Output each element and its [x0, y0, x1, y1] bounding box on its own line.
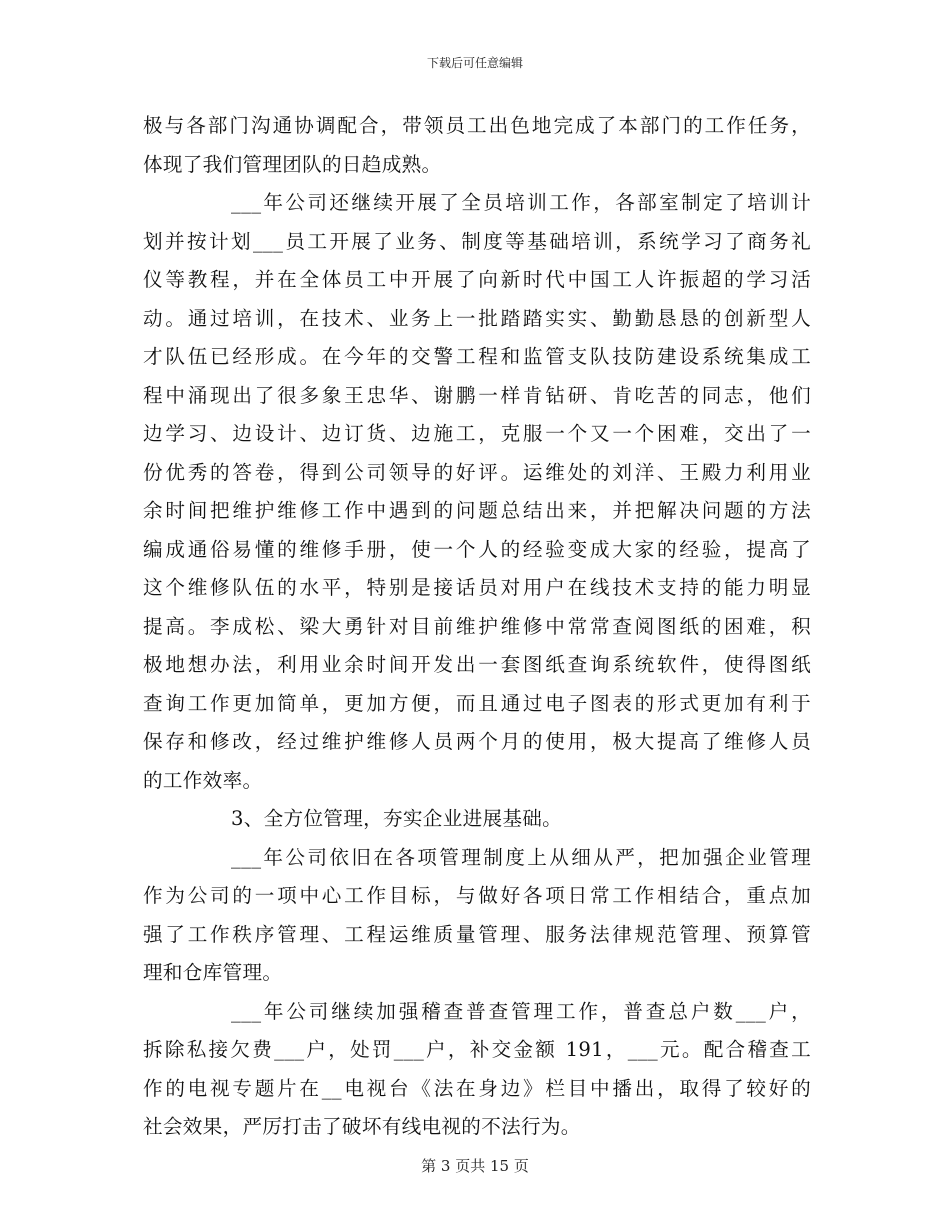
- text-line: 份优秀的答卷，得到公司领导的好评。运维处的刘洋、王殿力利用业: [143, 460, 811, 484]
- text-line: 理和仓库管理。: [143, 961, 283, 984]
- page-footer: 第 3 页共 15 页: [421, 1157, 529, 1175]
- text-line: 提高。李成松、梁大勇针对目前维护维修中常常查阅图纸的困难，积: [143, 614, 811, 638]
- text-line: 极与各部门沟通协调配合，带领员工出色地完成了本部门的工作任务，: [143, 114, 811, 137]
- text-line: 才队伍已经形成。在今年的交警工程和监管支队技防建设系统集成工: [143, 345, 811, 368]
- text-line: 程中涌现出了很多象王忠华、谢鹏一样肯钻研、肯吃苦的同志，他们: [143, 383, 811, 407]
- text-line: 这个维修队伍的水平，特别是接话员对用户在线技术支持的能力明显: [143, 576, 811, 599]
- text-line: 动。通过培训，在技术、业务上一批踏踏实实、勤勤恳恳的创新型人: [143, 306, 811, 330]
- text-line: 划并按计划___员工开展了业务、制度等基础培训，系统学习了商务礼: [143, 229, 811, 253]
- text-line: 保存和修改，经过维护维修人员两个月的使用，极大提高了维修人员: [143, 730, 811, 753]
- text-line: ___年公司依旧在各项管理制度上从细从严，把加强企业管理: [231, 845, 811, 869]
- page-header: 下载后可任意编辑: [426, 56, 523, 70]
- text-line: ___年公司还继续开展了全员培训工作，各部室制定了培训计: [231, 191, 811, 214]
- text-line: 拆除私接欠费___户，处罚___户，补交金额 191，___元。配合稽查工: [143, 1038, 811, 1061]
- text-line: ___年公司继续加强稽查普查管理工作，普查总户数___户，: [231, 999, 811, 1023]
- text-line: 3、全方位管理，夯实企业进展基础。: [231, 807, 563, 830]
- text-line: 社会效果，严厉打击了破坏有线电视的不法行为。: [143, 1115, 581, 1138]
- text-line: 的工作效率。: [143, 768, 263, 792]
- text-line: 查询工作更加简单，更加方便，而且通过电子图表的形式更加有利于: [143, 691, 811, 715]
- text-line: 边学习、边设计、边订货、边施工，克服一个又一个困难，交出了一: [143, 422, 811, 445]
- text-line: 极地想办法，利用业余时间开发出一套图纸查询系统软件，使得图纸: [143, 653, 811, 676]
- text-line: 作的电视专题片在__电视台《法在身边》栏目中播出，取得了较好的: [143, 1076, 811, 1100]
- text-line: 体现了我们管理团队的日趋成熟。: [143, 152, 442, 176]
- text-line: 余时间把维护维修工作中遇到的问题总结出来，并把解决问题的方法: [143, 499, 811, 522]
- text-line: 强了工作秩序管理、工程运维质量管理、服务法律规范管理、预算管: [143, 922, 811, 946]
- text-line: 编成通俗易懂的维修手册，使一个人的经验变成大家的经验，提高了: [143, 537, 811, 561]
- text-line: 作为公司的一项中心工作目标，与做好各项日常工作相结合，重点加: [143, 884, 811, 907]
- document-body: [143, 107, 811, 1147]
- text-line: 仪等教程，并在全体员工中开展了向新时代中国工人许振超的学习活: [143, 268, 811, 291]
